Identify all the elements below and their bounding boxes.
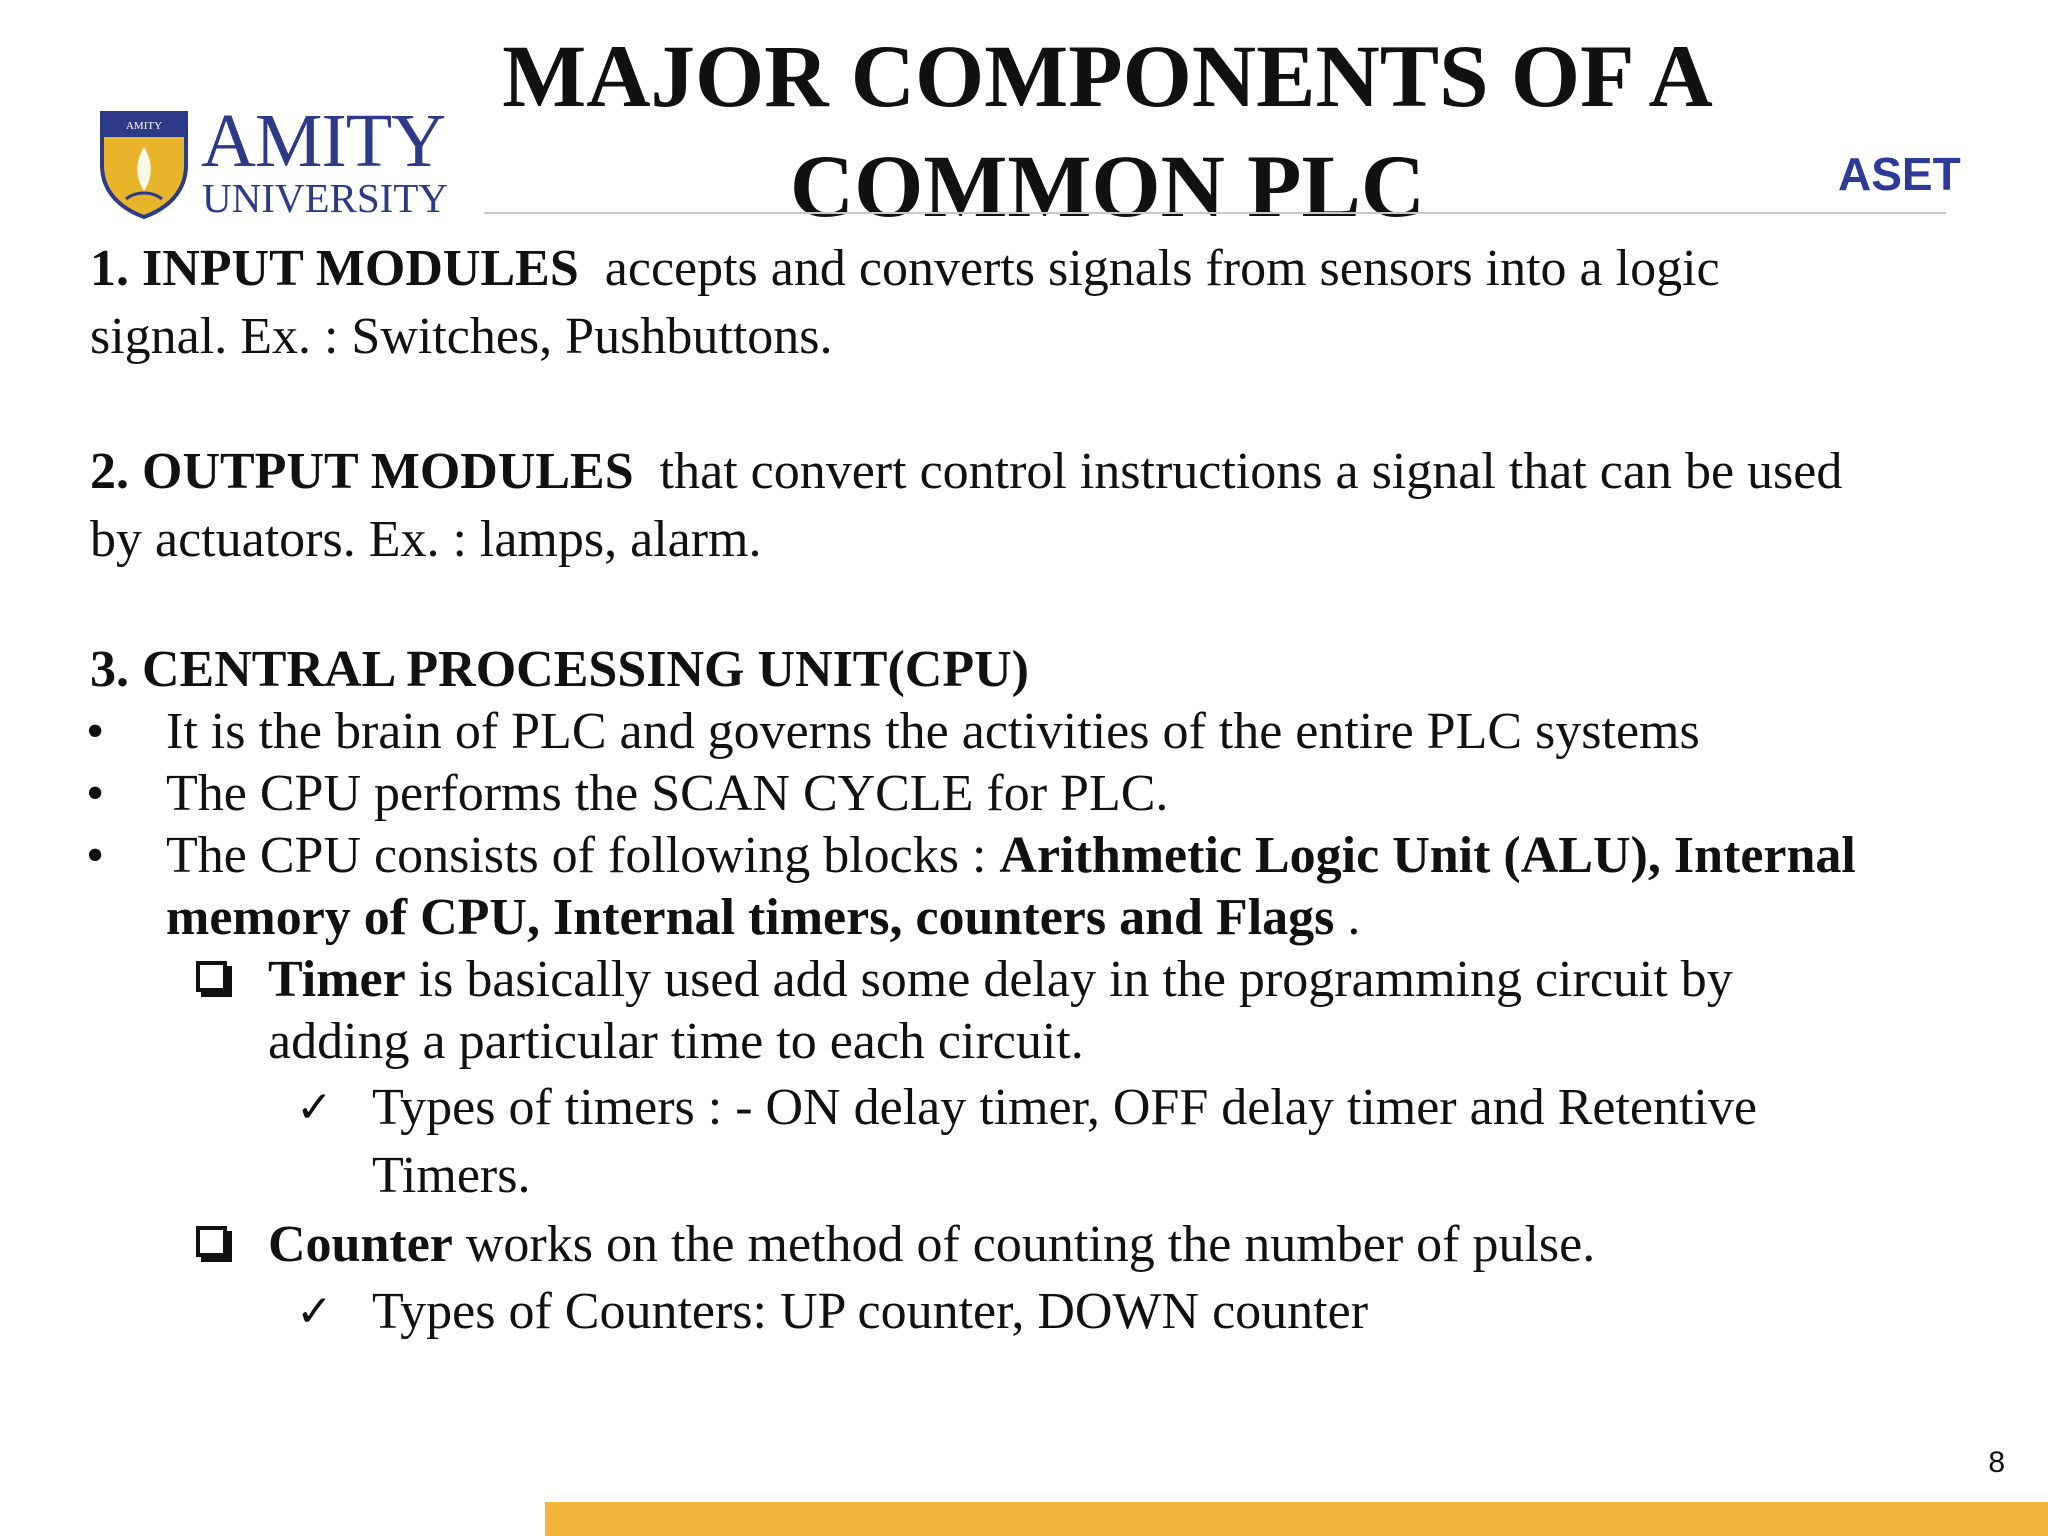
title-line-1: MAJOR COMPONENTS OF A <box>502 28 1713 126</box>
checkbox-square-icon <box>196 961 227 992</box>
shield-icon <box>96 107 192 219</box>
input-modules-text: accepts and converts signals from sensors into a logic <box>604 240 1720 297</box>
bullet-icon: • <box>86 765 105 822</box>
output-modules-line-2: by actuators. Ex. : lamps, alarm. <box>90 511 762 568</box>
input-modules-heading: 1. INPUT MODULES <box>90 240 579 297</box>
output-modules-text: that convert control instructions a signal that can be used <box>659 443 1843 500</box>
cpu-bullet-3-plain: The CPU consists of following blocks : <box>166 827 1000 884</box>
timer-label: Timer <box>268 951 406 1008</box>
check-icon: ✓ <box>296 1286 333 1337</box>
check-icon: ✓ <box>296 1082 333 1133</box>
page-title <box>440 22 1775 242</box>
timer-line-2: adding a particular time to each circuit. <box>268 1013 1084 1070</box>
output-modules-heading: 2. OUTPUT MODULES <box>90 443 634 500</box>
title-line-2: COMMON PLC <box>789 138 1426 236</box>
cpu-bullet-3-line-1 <box>166 824 1856 888</box>
cpu-bullet-3-end: . <box>1334 889 1361 946</box>
footer-bar <box>545 1502 2048 1536</box>
counter-types-line: Types of Counters: UP counter, DOWN counter <box>372 1283 1369 1340</box>
aset-label: ASET <box>1838 148 1961 200</box>
timer-types-line-1: Types of timers : - ON delay timer, OFF delay timer and Retentive <box>372 1079 1757 1136</box>
amity-logo <box>96 99 448 225</box>
bullet-icon: • <box>86 703 105 760</box>
logo-wordmark: AMITY <box>201 99 446 183</box>
timer-text: is basically used add some delay in the programming circuit by <box>405 951 1733 1008</box>
checkbox-square-icon <box>196 1226 227 1257</box>
counter-line <box>268 1213 1595 1277</box>
page-number: 8 <box>1988 1446 2005 1479</box>
output-modules-line-1 <box>90 440 1842 504</box>
bullet-icon: • <box>86 827 105 884</box>
counter-label: Counter <box>268 1216 453 1273</box>
input-modules-line-1 <box>90 237 1720 301</box>
cpu-bullet-3-bold-2: memory of CPU, Internal timers, counters and Flags <box>166 889 1335 946</box>
counter-text: works on the method of counting the number of pulse. <box>452 1216 1596 1273</box>
cpu-bullet-2: The CPU performs the SCAN CYCLE for PLC. <box>166 765 1169 822</box>
cpu-bullet-3-bold-1: Arithmetic Logic Unit (ALU), Internal <box>999 827 1856 884</box>
logo-subtitle: UNIVERSITY <box>202 175 448 221</box>
title-divider <box>484 212 1946 214</box>
input-modules-line-2: signal. Ex. : Switches, Pushbuttons. <box>90 308 833 365</box>
logo-badge-text: AMITY <box>125 120 163 132</box>
cpu-bullet-3-line-2 <box>166 886 1360 950</box>
timer-types-line-2: Timers. <box>372 1147 531 1204</box>
timer-line-1 <box>268 948 1733 1012</box>
cpu-heading: 3. CENTRAL PROCESSING UNIT(CPU) <box>90 641 1029 698</box>
cpu-bullet-1: It is the brain of PLC and governs the activities of the entire PLC systems <box>166 703 1700 760</box>
